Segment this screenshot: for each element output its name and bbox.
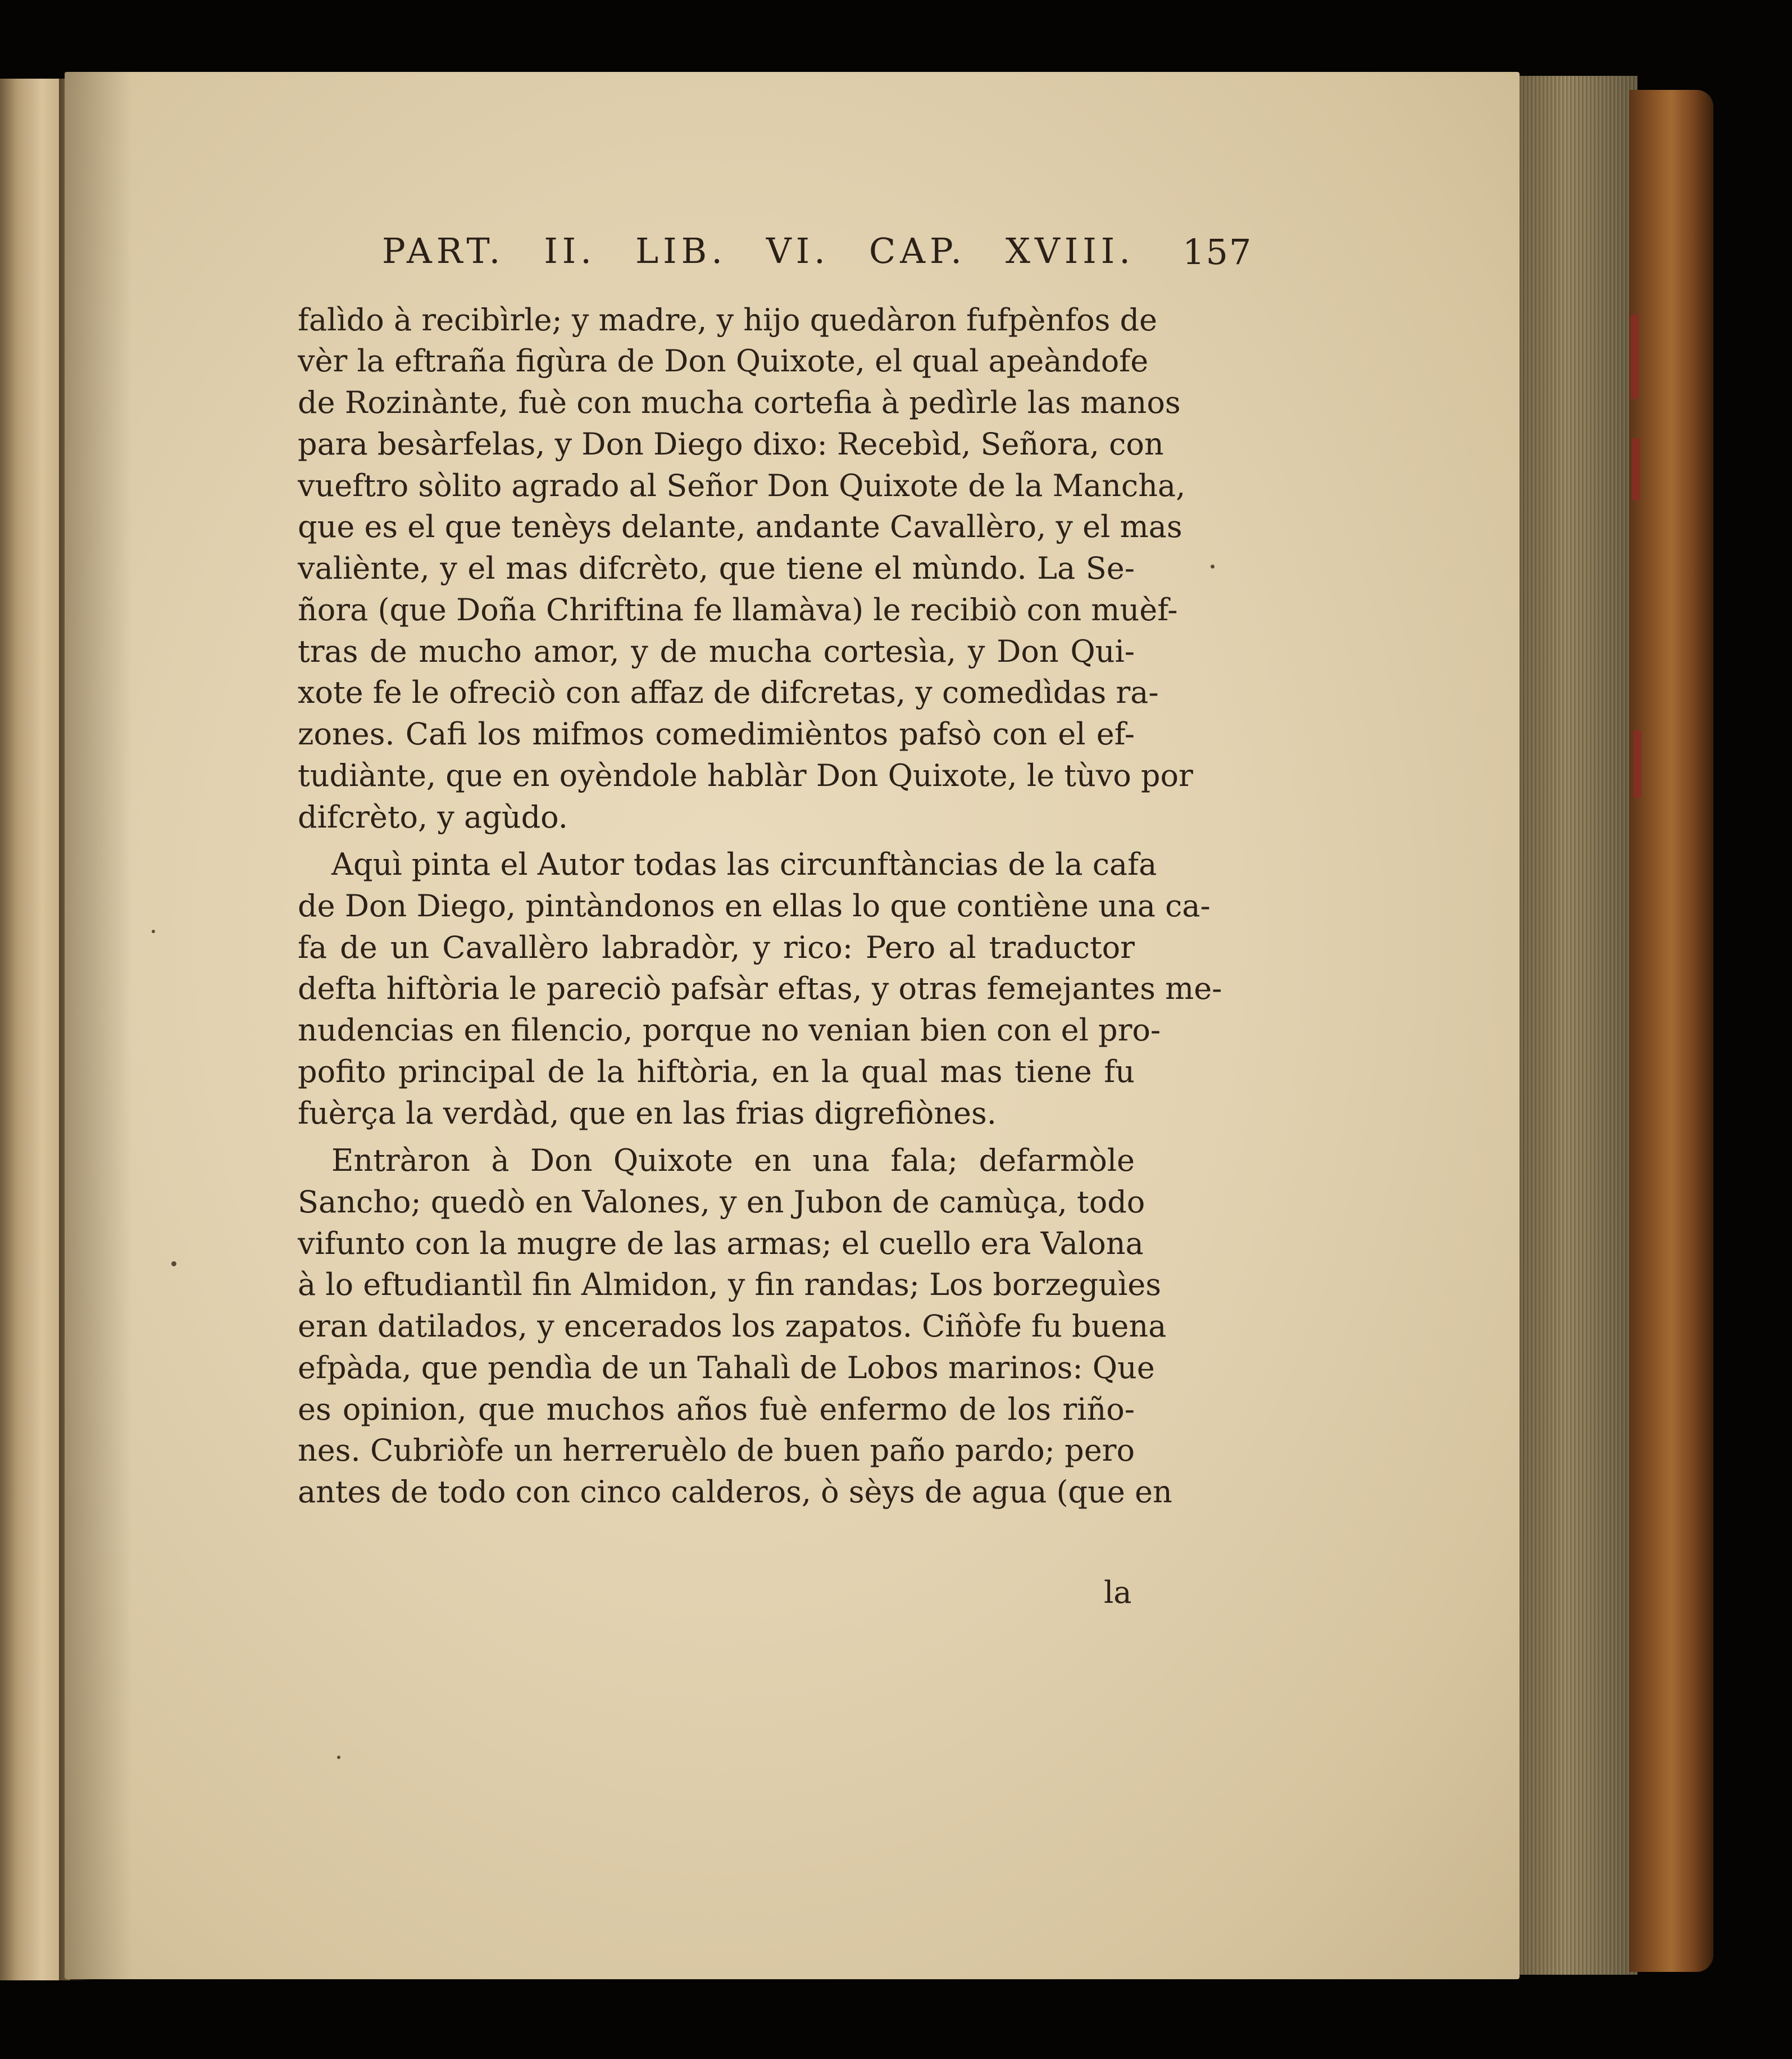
text-line: que es el que tenèys delante, andante Cavallèro, y el mas bbox=[298, 509, 1182, 544]
text-line: valiènte, y el mas difcrèto, que tiene el mùndo. La Se- bbox=[298, 551, 1135, 586]
text-line: defta hiftòria le pareciò pafsàr eftas, y otras femejantes me- bbox=[298, 971, 1222, 1006]
paper-speck bbox=[152, 930, 155, 933]
paper-speck bbox=[1211, 565, 1215, 569]
paragraph-start-line: Entràron à Don Quixote en una fala; defarmòle bbox=[331, 1143, 1135, 1178]
running-head: PART. II. LIB. VI. CAP. XVIII. bbox=[382, 230, 1135, 271]
text-line: vifunto con la mugre de las armas; el cuello era Valona bbox=[298, 1226, 1144, 1261]
text-line: de Don Diego, pintàndonos en ellas lo que contiène una ca- bbox=[298, 888, 1211, 924]
text-line: efpàda, que pendìa de un Tahalì de Lobos marinos: Que bbox=[298, 1350, 1155, 1385]
text-line: Sancho; quedò en Valones, y en Jubon de camùça, todo bbox=[298, 1184, 1145, 1220]
text-line: para besàrfelas, y Don Diego dixo: Recebìd, Señora, con bbox=[298, 426, 1164, 462]
text-line: fuèrça la verdàd, que en las frias digrefiònes. bbox=[298, 1096, 997, 1131]
page-number: 157 bbox=[1182, 231, 1253, 272]
text-line: difcrèto, y agùdo. bbox=[298, 799, 568, 835]
text-line: à lo eftudiantìl fin Almidon, y fin randas; Los borzeguìes bbox=[298, 1267, 1161, 1302]
text-line: nudencias en filencio, porque no venian bien con el pro- bbox=[298, 1012, 1161, 1048]
text-line: vueftro sòlito agrado al Señor Don Quixote de la Mancha, bbox=[298, 468, 1186, 503]
text-line: tudiànte, que en oyèndole hablàr Don Quixote, le tùvo por bbox=[298, 758, 1193, 793]
text-line: vèr la eftraña figùra de Don Quixote, el qual apeàndofe bbox=[298, 343, 1149, 379]
text-line: eran datilados, y encerados los zapatos. Ciñòfe fu buena bbox=[298, 1308, 1167, 1344]
text-line: nes. Cubriòfe un herreruèlo de buen paño pardo; pero bbox=[298, 1433, 1135, 1468]
text-line: tras de mucho amor, y de mucha cortesìa, y Don Qui- bbox=[298, 634, 1135, 669]
text-line: es opinion, que muchos años fuè enfermo de los riño- bbox=[298, 1392, 1135, 1427]
text-line: ñora (que Doña Chriftina fe llamàva) le recibiò con muèf- bbox=[298, 592, 1178, 628]
paragraph-start-line: Aquì pinta el Autor todas las circunftàncias de la cafa bbox=[331, 847, 1157, 882]
text-line: xote fe le ofreciò con affaz de difcretas, y comedìdas ra- bbox=[298, 675, 1159, 710]
text-line: antes de todo con cinco calderos, ò sèys de agua (que en bbox=[298, 1474, 1172, 1510]
text-line: zones. Cafi los mifmos comedimièntos pafsò con el ef- bbox=[298, 716, 1135, 752]
text-line: de Rozinànte, fuè con mucha cortefia à pedìrle las manos bbox=[298, 385, 1181, 420]
text-line: pofito principal de la hiftòria, en la qual mas tiene fu bbox=[298, 1054, 1135, 1089]
text-line: fa de un Cavallèro labradòr, y rico: Pero al traductor bbox=[298, 930, 1135, 965]
text-line: falìdo à recibìrle; y madre, y hijo quedàron fufpènfos de bbox=[298, 302, 1158, 338]
paper-speck bbox=[171, 1261, 176, 1266]
catchword: la bbox=[1104, 1575, 1132, 1610]
paper-speck bbox=[337, 1756, 340, 1759]
